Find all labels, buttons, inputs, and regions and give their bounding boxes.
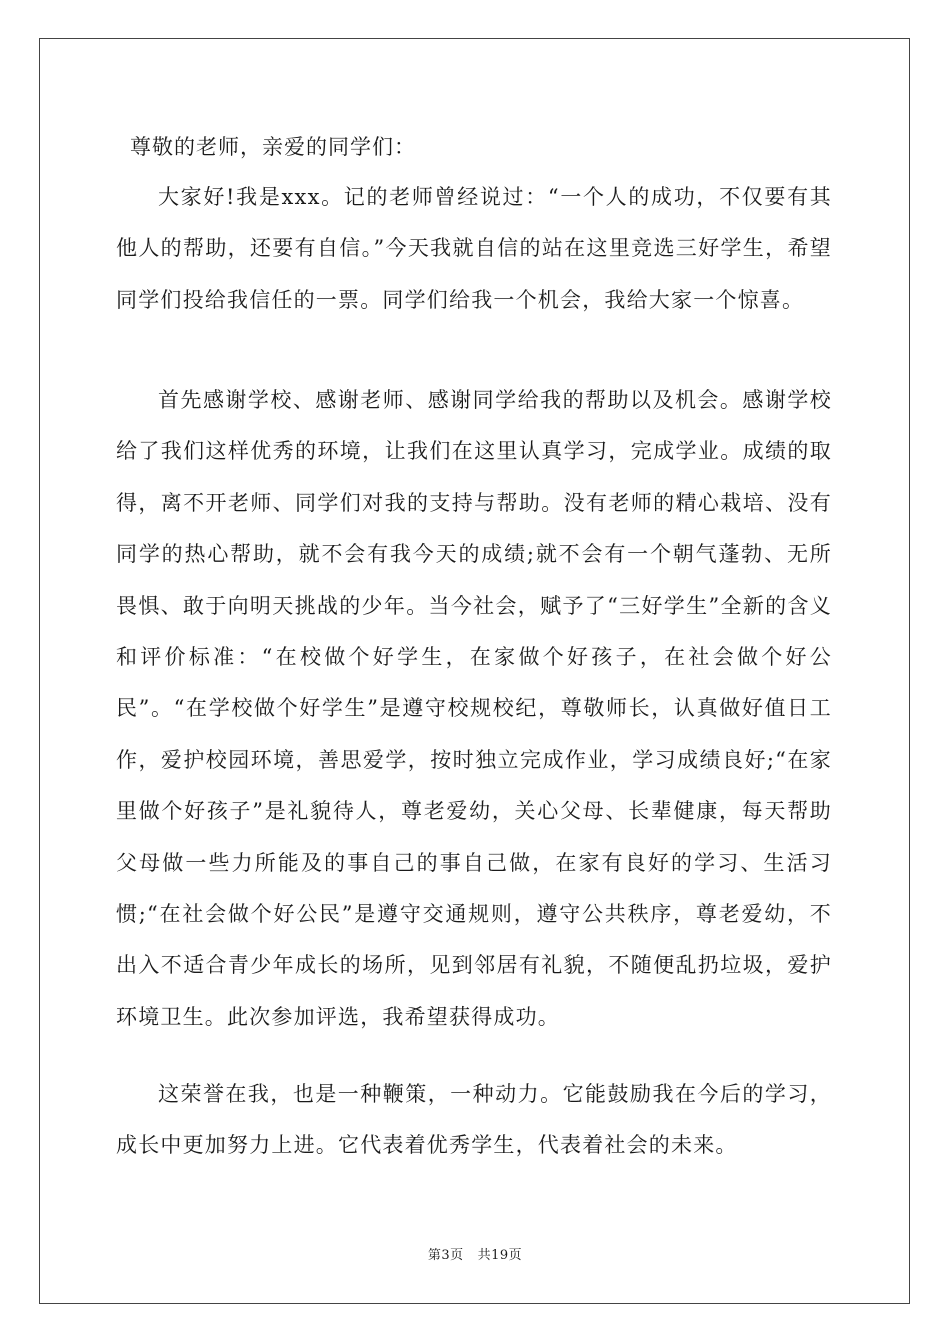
paragraph-intro: 大家好!我是xxx。记的老师曾经说过：“一个人的成功，不仅要有其他人的帮助，还要有自信。”今天我就自信的站在这里竞选三好学生，希望同学们投给我信任的一票。同学们给我一个机会，我给大家一个惊喜。 — [116, 185, 832, 312]
paragraph-thanks: 首先感谢学校、感谢老师、感谢同学给我的帮助以及机会。感谢学校给了我们这样优秀的环境，让我们在这里认真学习，完成学业。成绩的取得，离不开老师、同学们对我的支持与帮助。没有老师的精心栽培、没有同学的热心帮助，就不会有我今天的成绩;就不会有一个朝气蓬勃、无所畏惧、敢于向明天挑战的少年。当今社会，赋予了“三好学生”全新的含义和评价标准：“在校做个好学生，在家做个好孩子，在社会做个好公民”。“在学校做个好学生”是遵守校规校纪，尊敬师长，认真做好值日工作，爱护校园环境，善思爱学，按时独立完成作业，学习成绩良好;“在家里做个好孩子”是礼貌待人，尊老爱幼，关心父母、长辈健康，每天帮助父母做一些力所能及的事自己的事自己做，在家有良好的学习、生活习惯;“在社会做个好公民”是遵守交通规则，遵守公共秩序，尊老爱幼，不出入不适合青少年成长的场所，见到邻居有礼貌，不随便乱扔垃圾，爱护环境卫生。此次参加评选，我希望获得成功。 — [116, 388, 832, 1029]
page-number: 第3页 — [427, 1248, 464, 1263]
paragraph-conclusion: 这荣誉在我，也是一种鞭策，一种动力。它能鼓励我在今后的学习，成长中更加努力上进。它代表着优秀学生，代表着社会的未来。 — [116, 1082, 832, 1158]
page-total: 共19页 — [477, 1248, 523, 1263]
page-footer — [0, 1247, 950, 1265]
salutation: 尊敬的老师，亲爱的同学们： — [130, 135, 416, 159]
